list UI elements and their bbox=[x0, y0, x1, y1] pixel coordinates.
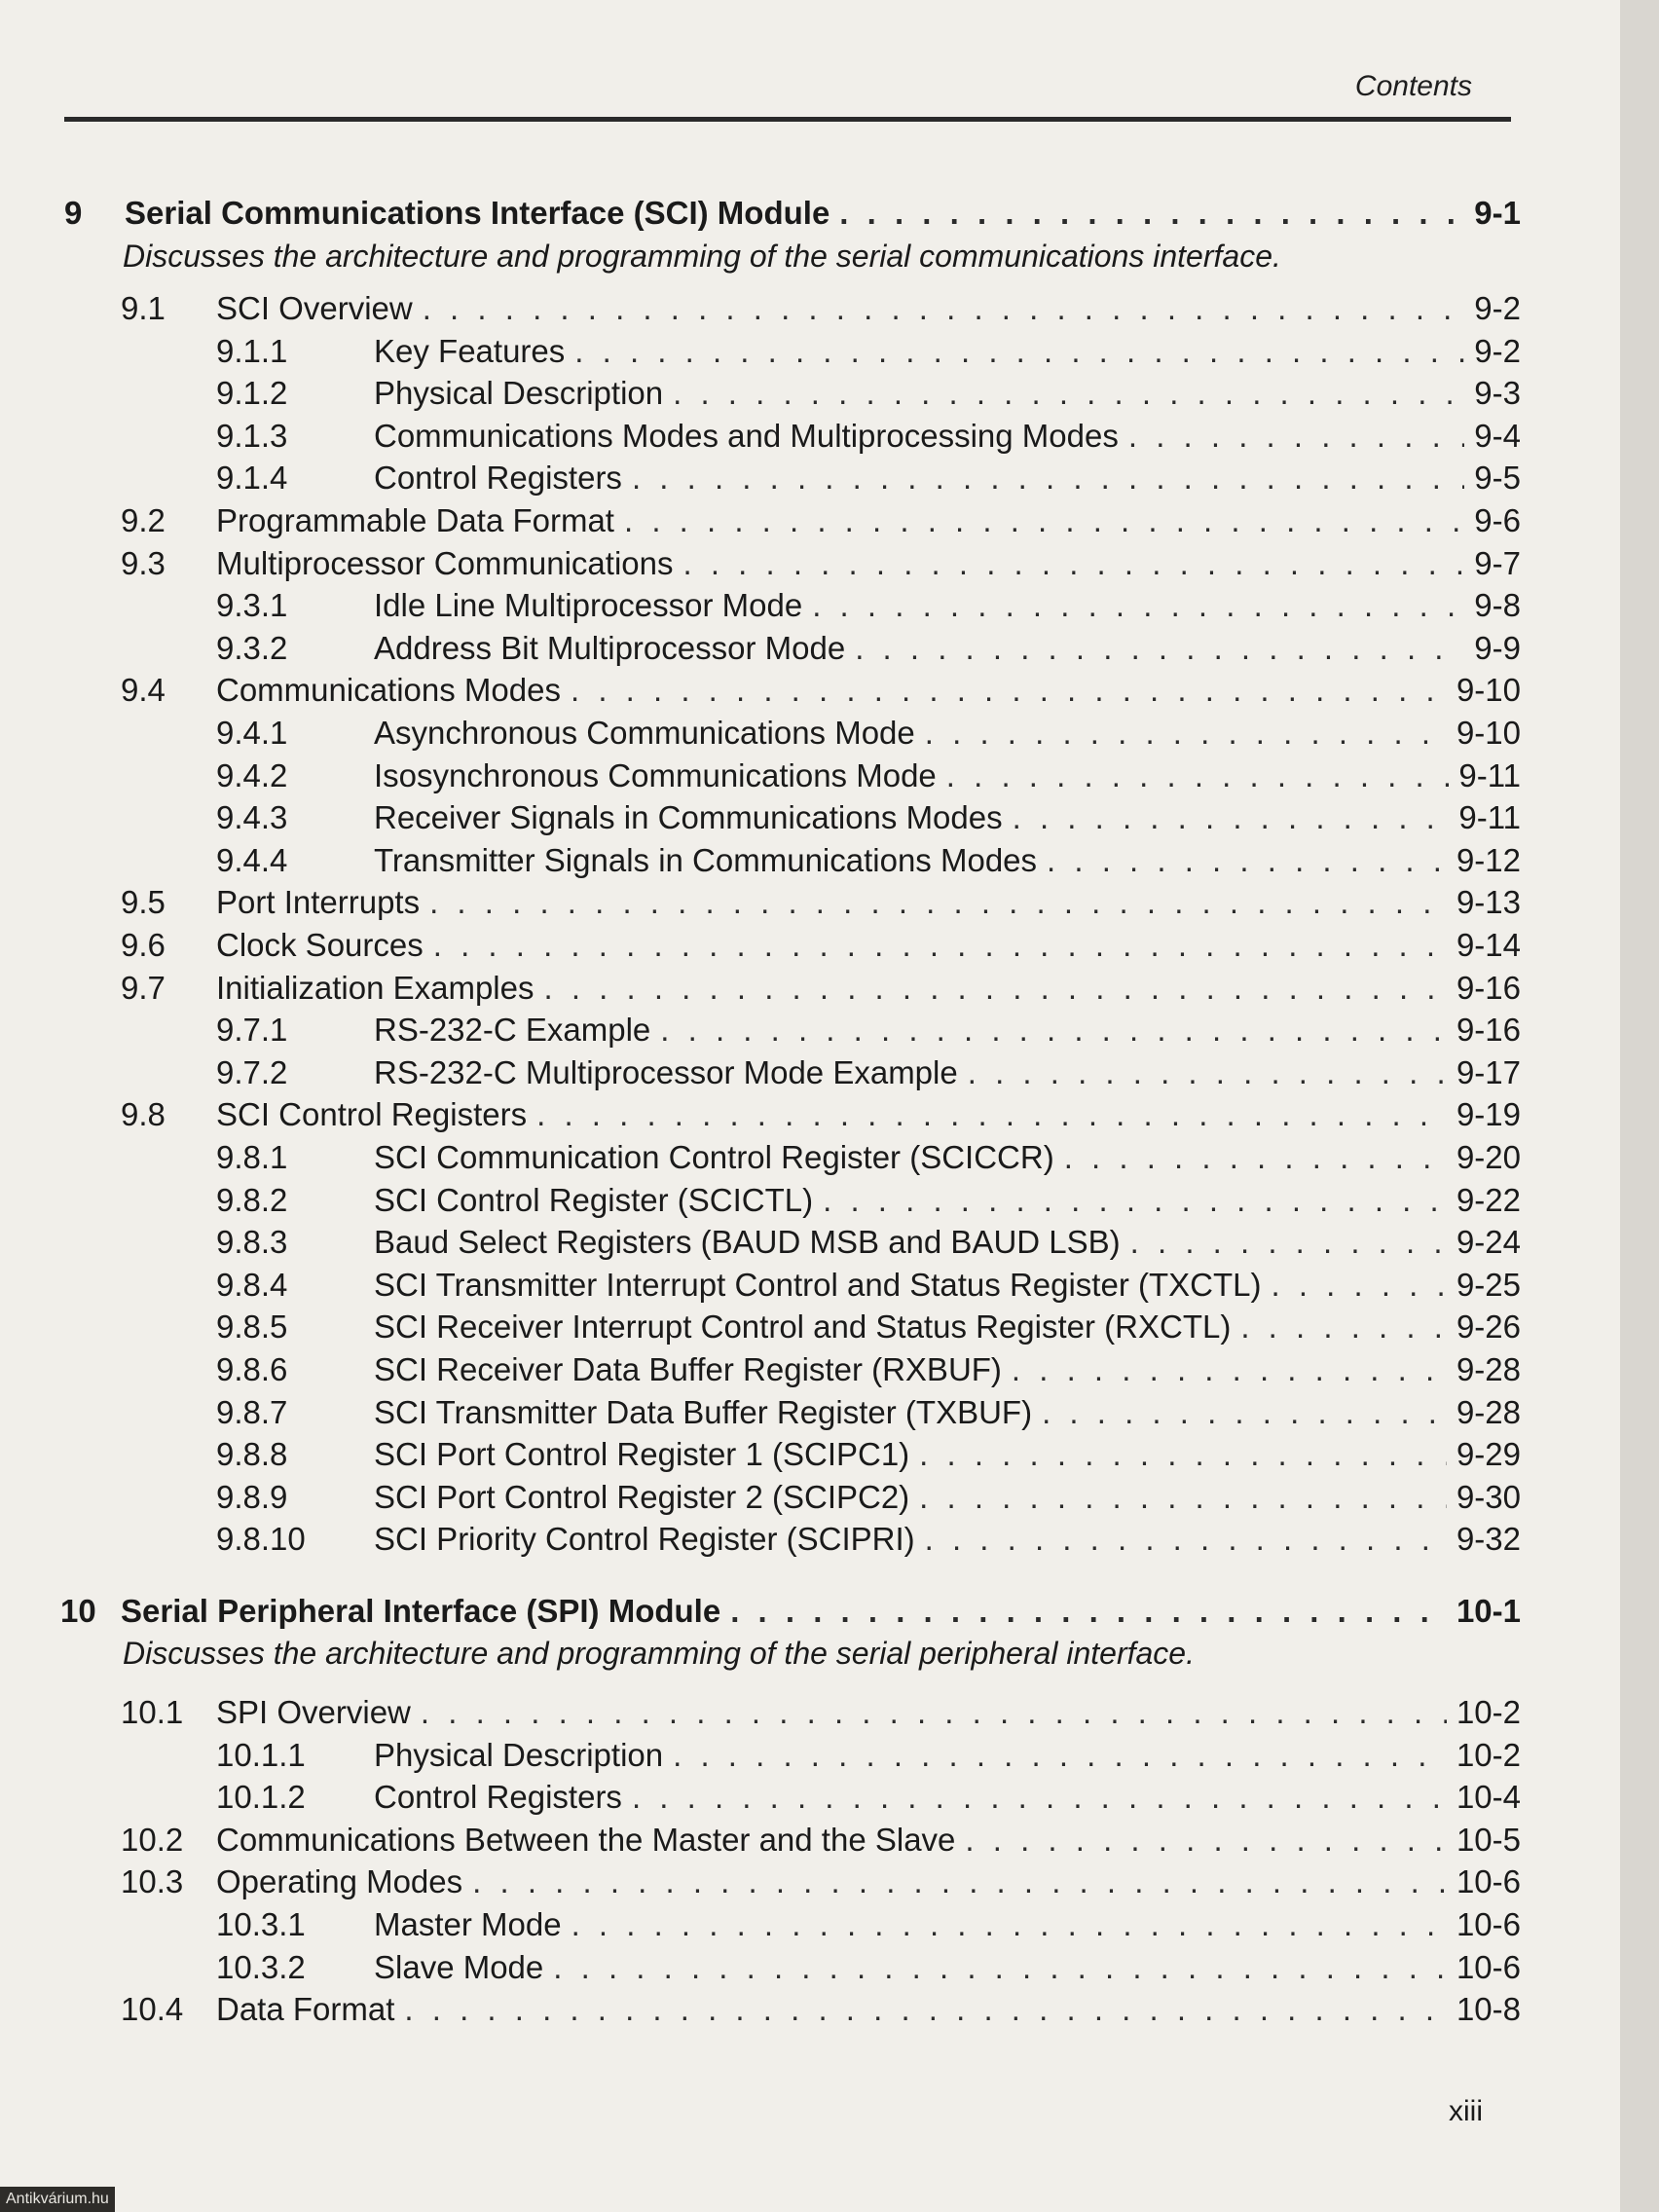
chapter-title: Serial Peripheral Interface (SPI) Module bbox=[121, 1593, 721, 1629]
toc-section[interactable] bbox=[121, 884, 1521, 925]
dot-leader bbox=[404, 1991, 1447, 2028]
section-number: 9.1.1 bbox=[216, 332, 288, 369]
section-title: Communications Between the Master and the Slave bbox=[216, 1821, 956, 1858]
dot-leader bbox=[1130, 1224, 1447, 1261]
section-number: 9.8.2 bbox=[216, 1181, 288, 1218]
section-title: Communications Modes and Multiprocessing Modes bbox=[374, 417, 1119, 454]
dot-leader bbox=[919, 1436, 1447, 1473]
section-number: 9.1.4 bbox=[216, 460, 288, 497]
dot-leader bbox=[1013, 799, 1450, 836]
dot-leader bbox=[925, 1521, 1447, 1558]
section-number: 9.6 bbox=[121, 927, 166, 963]
section-title: Control Registers bbox=[374, 460, 622, 497]
toc-subsection[interactable] bbox=[216, 630, 1521, 671]
toc-subsection[interactable] bbox=[216, 1182, 1521, 1223]
section-title: Control Registers bbox=[374, 1779, 622, 1816]
toc-subsection[interactable] bbox=[216, 1737, 1521, 1778]
section-number: 9.1.3 bbox=[216, 417, 288, 454]
dot-leader bbox=[1047, 842, 1447, 879]
section-title: RS-232-C Example bbox=[374, 1012, 651, 1049]
chapter-number: 10 bbox=[60, 1593, 96, 1629]
section-title: Isosynchronous Communications Mode bbox=[374, 756, 937, 793]
section-page: 9-26 bbox=[1456, 1309, 1521, 1346]
section-number: 9.4.2 bbox=[216, 756, 288, 793]
section-page: 9-17 bbox=[1456, 1053, 1521, 1090]
section-number: 9.8.7 bbox=[216, 1393, 288, 1430]
toc-section[interactable] bbox=[121, 1863, 1521, 1904]
dot-leader bbox=[1012, 1351, 1447, 1388]
section-number: 9.4.1 bbox=[216, 715, 288, 751]
section-title: Multiprocessor Communications bbox=[216, 544, 674, 581]
section-number: 9.8 bbox=[121, 1096, 166, 1133]
section-number: 9.8.9 bbox=[216, 1478, 288, 1515]
section-page: 9-14 bbox=[1456, 927, 1521, 963]
toc-section[interactable] bbox=[121, 672, 1521, 713]
section-page: 10-6 bbox=[1456, 1948, 1521, 1985]
section-title: SCI Communication Control Register (SCICCR) bbox=[374, 1139, 1054, 1175]
section-page: 9-7 bbox=[1474, 544, 1521, 581]
dot-leader bbox=[472, 1863, 1447, 1900]
dot-leader bbox=[919, 1479, 1447, 1516]
section-page: 10-2 bbox=[1456, 1694, 1521, 1730]
toc-section[interactable] bbox=[121, 1822, 1521, 1862]
section-number: 9.1 bbox=[121, 290, 166, 326]
section-title: SCI Transmitter Interrupt Control and Status Register (TXCTL) bbox=[374, 1266, 1262, 1303]
dot-leader bbox=[624, 502, 1464, 539]
section-page: 9-10 bbox=[1456, 715, 1521, 751]
chapter-description: Discusses the architecture and programming of the serial communications interface. bbox=[123, 239, 1281, 274]
dot-leader bbox=[812, 587, 1464, 624]
toc-subsection[interactable] bbox=[216, 799, 1521, 840]
section-number: 10.3 bbox=[121, 1863, 184, 1900]
section-page: 10-2 bbox=[1456, 1736, 1521, 1773]
dot-leader bbox=[855, 630, 1464, 667]
section-number: 9.8.6 bbox=[216, 1351, 288, 1387]
section-page: 9-29 bbox=[1456, 1436, 1521, 1473]
dot-leader bbox=[839, 195, 1464, 232]
section-title: Asynchronous Communications Mode bbox=[374, 715, 915, 751]
toc-subsection[interactable] bbox=[216, 1521, 1521, 1562]
section-page: 9-2 bbox=[1474, 290, 1521, 326]
section-number: 9.4.4 bbox=[216, 841, 288, 878]
section-title: Idle Line Multiprocessor Mode bbox=[374, 587, 803, 624]
section-number: 10.1.2 bbox=[216, 1779, 306, 1816]
section-title: Clock Sources bbox=[216, 927, 424, 963]
toc-subsection[interactable] bbox=[216, 1779, 1521, 1820]
running-head: Contents bbox=[1354, 70, 1472, 102]
toc-subsection[interactable] bbox=[216, 375, 1521, 416]
dot-leader bbox=[946, 757, 1450, 794]
section-number: 9.8.10 bbox=[216, 1521, 306, 1558]
section-title: Initialization Examples bbox=[216, 969, 535, 1006]
section-title: Communications Modes bbox=[216, 672, 561, 709]
dot-leader bbox=[1271, 1267, 1446, 1304]
dot-leader bbox=[1128, 418, 1464, 455]
section-page: 9-16 bbox=[1456, 1012, 1521, 1049]
section-page: 9-9 bbox=[1474, 629, 1521, 666]
section-page: 9-3 bbox=[1474, 375, 1521, 412]
page-folio: xiii bbox=[1449, 2095, 1483, 2127]
section-page: 9-8 bbox=[1474, 587, 1521, 624]
dot-leader bbox=[544, 970, 1447, 1007]
section-number: 10.1 bbox=[121, 1694, 184, 1730]
toc-subsection[interactable] bbox=[216, 757, 1521, 798]
toc-section[interactable] bbox=[121, 1991, 1521, 2032]
dot-leader bbox=[553, 1949, 1447, 1986]
dot-leader bbox=[660, 1012, 1447, 1049]
section-title: Operating Modes bbox=[216, 1863, 463, 1900]
dot-leader bbox=[1240, 1309, 1447, 1346]
toc-subsection[interactable] bbox=[216, 1351, 1521, 1392]
chapter-page: 10-1 bbox=[1456, 1593, 1521, 1629]
section-title: Physical Description bbox=[374, 375, 664, 412]
dot-leader bbox=[730, 1593, 1447, 1630]
toc-subsection[interactable] bbox=[216, 715, 1521, 756]
toc-section[interactable] bbox=[121, 970, 1521, 1011]
section-title: Receiver Signals in Communications Modes bbox=[374, 799, 1003, 836]
section-page: 10-8 bbox=[1456, 1991, 1521, 2028]
section-title: SPI Overview bbox=[216, 1694, 411, 1730]
toc-subsection[interactable] bbox=[216, 1267, 1521, 1308]
section-number: 10.1.1 bbox=[216, 1736, 306, 1773]
section-page: 9-11 bbox=[1458, 799, 1521, 836]
page-edge bbox=[1620, 0, 1659, 2212]
section-title: Master Mode bbox=[374, 1906, 562, 1942]
section-title: SCI Control Register (SCICTL) bbox=[374, 1181, 814, 1218]
section-number: 9.3.1 bbox=[216, 587, 288, 624]
section-page: 9-10 bbox=[1456, 672, 1521, 709]
section-page: 9-6 bbox=[1474, 502, 1521, 538]
dot-leader bbox=[433, 927, 1447, 964]
section-page: 9-20 bbox=[1456, 1139, 1521, 1175]
chapter-heading[interactable] bbox=[60, 1593, 1521, 1634]
section-page: 9-13 bbox=[1456, 884, 1521, 921]
toc-subsection[interactable] bbox=[216, 333, 1521, 374]
section-number: 9.8.4 bbox=[216, 1266, 288, 1303]
dot-leader bbox=[632, 1779, 1447, 1816]
chapter-description: Discusses the architecture and programming of the serial peripheral interface. bbox=[123, 1636, 1195, 1671]
section-number: 9.7.2 bbox=[216, 1053, 288, 1090]
section-page: 9-4 bbox=[1474, 417, 1521, 454]
dot-leader bbox=[683, 545, 1465, 582]
section-number: 10.2 bbox=[121, 1821, 184, 1858]
section-page: 10-6 bbox=[1456, 1906, 1521, 1942]
dot-leader bbox=[925, 715, 1447, 752]
dot-leader bbox=[571, 1906, 1447, 1943]
section-title: Port Interrupts bbox=[216, 884, 421, 921]
section-page: 9-2 bbox=[1474, 332, 1521, 369]
toc-subsection[interactable] bbox=[216, 1012, 1521, 1052]
toc-section[interactable] bbox=[121, 927, 1521, 968]
toc-section[interactable] bbox=[121, 1096, 1521, 1137]
section-number: 9.7 bbox=[121, 969, 166, 1006]
section-title: SCI Port Control Register 2 (SCIPC2) bbox=[374, 1478, 910, 1515]
section-title: Address Bit Multiprocessor Mode bbox=[374, 629, 846, 666]
section-title: SCI Transmitter Data Buffer Register (TXBUF) bbox=[374, 1393, 1033, 1430]
dot-leader bbox=[423, 290, 1465, 327]
section-title: SCI Port Control Register 1 (SCIPC1) bbox=[374, 1436, 910, 1473]
toc-subsection[interactable] bbox=[216, 587, 1521, 628]
toc-subsection[interactable] bbox=[216, 1139, 1521, 1180]
dot-leader bbox=[429, 884, 1447, 921]
dot-leader bbox=[823, 1182, 1447, 1219]
section-number: 9.8.1 bbox=[216, 1139, 288, 1175]
toc-subsection[interactable] bbox=[216, 1054, 1521, 1095]
dot-leader bbox=[673, 375, 1464, 412]
section-number: 9.4.3 bbox=[216, 799, 288, 836]
section-title: RS-232-C Multiprocessor Mode Example bbox=[374, 1053, 958, 1090]
section-number: 9.8.8 bbox=[216, 1436, 288, 1473]
dot-leader bbox=[632, 460, 1464, 497]
section-title: SCI Receiver Data Buffer Register (RXBUF) bbox=[374, 1351, 1002, 1387]
section-title: SCI Priority Control Register (SCIPRI) bbox=[374, 1521, 915, 1558]
section-title: SCI Control Registers bbox=[216, 1096, 528, 1133]
dot-leader bbox=[673, 1737, 1447, 1774]
section-number: 9.5 bbox=[121, 884, 166, 921]
section-page: 9-28 bbox=[1456, 1351, 1521, 1387]
header-rule bbox=[64, 117, 1511, 122]
dot-leader bbox=[574, 333, 1464, 370]
toc-subsection[interactable] bbox=[216, 1949, 1521, 1990]
chapter-page: 9-1 bbox=[1474, 195, 1521, 231]
toc-subsection[interactable] bbox=[216, 1224, 1521, 1265]
section-number: 9.3.2 bbox=[216, 629, 288, 666]
section-title: SCI Overview bbox=[216, 290, 413, 326]
toc-subsection[interactable] bbox=[216, 1394, 1521, 1435]
section-title: Programmable Data Format bbox=[216, 502, 614, 538]
section-page: 9-19 bbox=[1456, 1096, 1521, 1133]
section-page: 9-32 bbox=[1456, 1521, 1521, 1558]
section-number: 9.7.1 bbox=[216, 1012, 288, 1049]
toc-subsection[interactable] bbox=[216, 1906, 1521, 1947]
toc-subsection[interactable] bbox=[216, 460, 1521, 500]
section-title: Physical Description bbox=[374, 1736, 664, 1773]
toc-subsection[interactable] bbox=[216, 418, 1521, 459]
chapter-title: Serial Communications Interface (SCI) Module bbox=[125, 195, 830, 231]
section-page: 9-12 bbox=[1456, 841, 1521, 878]
section-number: 10.3.2 bbox=[216, 1948, 306, 1985]
toc-section[interactable] bbox=[121, 545, 1521, 586]
section-number: 10.4 bbox=[121, 1991, 184, 2028]
toc-subsection[interactable] bbox=[216, 842, 1521, 883]
section-title: SCI Receiver Interrupt Control and Status Register (RXCTL) bbox=[374, 1309, 1232, 1346]
dot-leader bbox=[968, 1054, 1447, 1091]
chapter-number: 9 bbox=[64, 195, 83, 231]
dot-leader bbox=[1064, 1139, 1447, 1176]
section-number: 9.1.2 bbox=[216, 375, 288, 412]
watermark: Antikvárium.hu bbox=[0, 2187, 115, 2212]
dot-leader bbox=[421, 1694, 1447, 1731]
section-page: 9-22 bbox=[1456, 1181, 1521, 1218]
section-page: 9-11 bbox=[1458, 756, 1521, 793]
section-title: Data Format bbox=[216, 1991, 395, 2028]
section-page: 10-5 bbox=[1456, 1821, 1521, 1858]
section-number: 9.4 bbox=[121, 672, 166, 709]
section-title: Slave Mode bbox=[374, 1948, 544, 1985]
section-page: 9-16 bbox=[1456, 969, 1521, 1006]
section-page: 10-6 bbox=[1456, 1863, 1521, 1900]
section-title: Transmitter Signals in Communications Modes bbox=[374, 841, 1038, 878]
toc-subsection[interactable] bbox=[216, 1309, 1521, 1349]
toc-section[interactable] bbox=[121, 1694, 1521, 1735]
dot-leader bbox=[965, 1822, 1447, 1859]
section-page: 9-28 bbox=[1456, 1393, 1521, 1430]
section-title: Baud Select Registers (BAUD MSB and BAUD LSB) bbox=[374, 1224, 1121, 1261]
section-page: 9-25 bbox=[1456, 1266, 1521, 1303]
section-number: 9.8.3 bbox=[216, 1224, 288, 1261]
toc-section[interactable] bbox=[121, 502, 1521, 543]
dot-leader bbox=[571, 672, 1447, 709]
section-page: 10-4 bbox=[1456, 1779, 1521, 1816]
section-page: 9-5 bbox=[1474, 460, 1521, 497]
section-number: 9.2 bbox=[121, 502, 166, 538]
section-number: 10.3.1 bbox=[216, 1906, 306, 1942]
toc-subsection[interactable] bbox=[216, 1479, 1521, 1520]
section-page: 9-30 bbox=[1456, 1478, 1521, 1515]
dot-leader bbox=[1042, 1394, 1447, 1431]
section-number: 9.8.5 bbox=[216, 1309, 288, 1346]
chapter-heading[interactable] bbox=[64, 195, 1521, 236]
section-number: 9.3 bbox=[121, 544, 166, 581]
toc-subsection[interactable] bbox=[216, 1436, 1521, 1477]
dot-leader bbox=[536, 1096, 1447, 1133]
section-title: Key Features bbox=[374, 332, 566, 369]
toc-section[interactable] bbox=[121, 290, 1521, 331]
section-page: 9-24 bbox=[1456, 1224, 1521, 1261]
